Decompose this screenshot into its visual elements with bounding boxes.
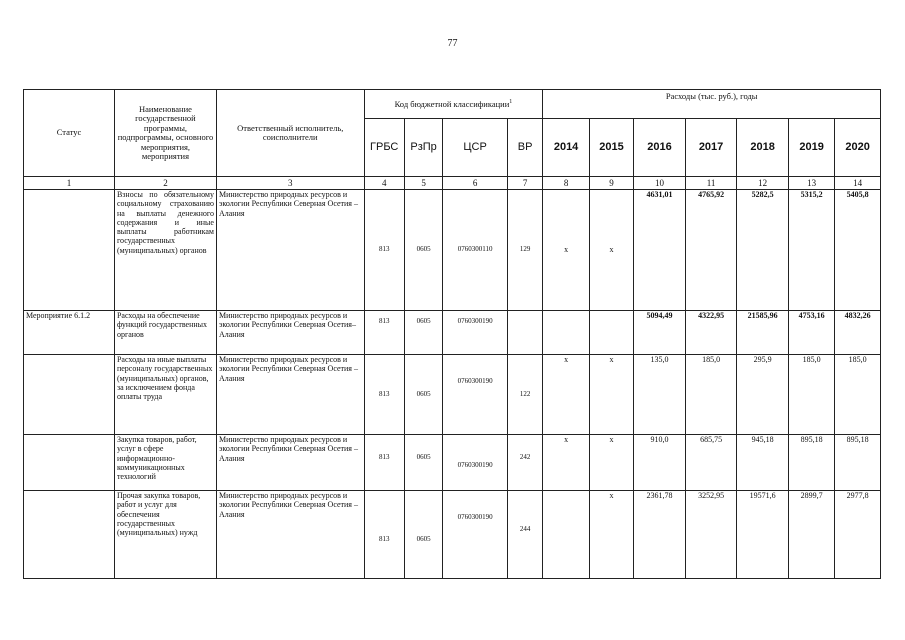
cell-2018: 21585,96: [737, 311, 789, 355]
cell-executor: Министерство природных ресурсов и экологии Республики Северная Осетия – Алания: [216, 190, 364, 311]
cell-name: Прочая закупка товаров, работ и услуг для обеспечения государственных (муниципальных) нужд: [114, 491, 216, 579]
cell-2014: х: [543, 355, 589, 435]
cell-csr: 0760300190: [443, 435, 508, 491]
cell-grbs: 813: [364, 355, 404, 435]
cell-2016: 910,0: [634, 435, 686, 491]
cell-grbs: 813: [364, 435, 404, 491]
cell-rzpr: 0605: [404, 311, 442, 355]
cell-name: Расходы на обеспечение функций государственных органов: [114, 311, 216, 355]
column-number: 6: [443, 177, 508, 190]
column-number: 4: [364, 177, 404, 190]
cell-2015: х: [589, 435, 633, 491]
cell-2019: 2899,7: [788, 491, 834, 579]
cell-rzpr: 0605: [404, 190, 442, 311]
column-number: 12: [737, 177, 789, 190]
column-number: 11: [685, 177, 737, 190]
cell-name: Расходы на иные выплаты персоналу государственных (муниципальных) органов, за исключением фонда оплаты труда: [114, 355, 216, 435]
cell-csr: 0760300110: [443, 190, 508, 311]
column-number: 14: [835, 177, 881, 190]
cell-status: [24, 491, 115, 579]
header-status: Статус: [24, 90, 115, 177]
header-budget-code: [364, 90, 543, 119]
column-number: 2: [114, 177, 216, 190]
header-csr: ЦСР: [443, 119, 508, 177]
cell-2014: [543, 311, 589, 355]
cell-2014: [543, 491, 589, 579]
cell-2018: 945,18: [737, 435, 789, 491]
header-expenses: Расходы (тыс. руб.), годы: [543, 90, 881, 119]
cell-2018: 5282,5: [737, 190, 789, 311]
cell-rzpr: 0605: [404, 435, 442, 491]
cell-2016: 5094,49: [634, 311, 686, 355]
header-year-2014: 2014: [543, 119, 589, 177]
header-name: Наименование государственной программы, подпрограммы, основного мероприятия, мероприятия: [114, 90, 216, 177]
cell-vr: 244: [507, 491, 542, 579]
column-number: 10: [634, 177, 686, 190]
cell-2020: 895,18: [835, 435, 881, 491]
cell-vr: 129: [507, 190, 542, 311]
cell-vr: 122: [507, 355, 542, 435]
cell-rzpr: 0605: [404, 491, 442, 579]
cell-2019: 4753,16: [788, 311, 834, 355]
page-number: 77: [447, 38, 458, 49]
cell-grbs: 813: [364, 190, 404, 311]
column-number: 8: [543, 177, 589, 190]
header-year-2019: 2019: [788, 119, 834, 177]
cell-2019: 895,18: [788, 435, 834, 491]
cell-csr: 0760300190: [443, 355, 508, 435]
header-executor: Ответственный исполнитель, соисполнители: [216, 90, 364, 177]
cell-2017: 4765,92: [685, 190, 737, 311]
cell-csr: 0760300190: [443, 311, 508, 355]
header-budget-code-text: Код бюджетной классификации: [394, 99, 510, 110]
budget-table: [23, 89, 881, 579]
cell-2018: 19571,6: [737, 491, 789, 579]
cell-2020: 5405,8: [835, 190, 881, 311]
column-number: 7: [507, 177, 542, 190]
cell-2017: 685,75: [685, 435, 737, 491]
cell-2014: х: [543, 435, 589, 491]
cell-2015: х: [589, 355, 633, 435]
cell-2016: 2361,78: [634, 491, 686, 579]
header-vr: ВР: [507, 119, 542, 177]
cell-2015: х: [589, 190, 633, 311]
header-year-2018: 2018: [737, 119, 789, 177]
table-row: [24, 190, 881, 311]
cell-executor: Министерство природных ресурсов и экологии Республики Северная Осетия – Алания: [216, 491, 364, 579]
table-row: [24, 311, 881, 355]
cell-vr: 242: [507, 435, 542, 491]
cell-csr: 0760300190: [443, 491, 508, 579]
header-year-2020: 2020: [835, 119, 881, 177]
cell-2019: 185,0: [788, 355, 834, 435]
cell-name: Закупка товаров, работ, услуг в сфере информационно-коммуникационных технологий: [114, 435, 216, 491]
cell-vr: [507, 311, 542, 355]
cell-2017: 185,0: [685, 355, 737, 435]
header-grbs: ГРБС: [364, 119, 404, 177]
column-number: 9: [589, 177, 633, 190]
cell-2016: 135,0: [634, 355, 686, 435]
cell-2020: 185,0: [835, 355, 881, 435]
column-number-row: [24, 177, 881, 190]
cell-2020: 2977,8: [835, 491, 881, 579]
table-row: [24, 435, 881, 491]
column-number: 1: [24, 177, 115, 190]
cell-2017: 4322,95: [685, 311, 737, 355]
column-number: 5: [404, 177, 442, 190]
cell-2020: 4832,26: [835, 311, 881, 355]
cell-name: Взносы по обязательному социальному страхованию на выплаты денежного содержания и иные выплаты работникам государственных (муниципальных) органов: [114, 190, 216, 311]
header-year-2015: 2015: [589, 119, 633, 177]
cell-2019: 5315,2: [788, 190, 834, 311]
column-number: 13: [788, 177, 834, 190]
cell-grbs: 813: [364, 311, 404, 355]
cell-executor: Министерство природных ресурсов и экологии Республики Северная Осетия – Алания: [216, 355, 364, 435]
cell-2015: х: [589, 491, 633, 579]
header-budget-code-sup: 1: [509, 99, 513, 106]
cell-2015: [589, 311, 633, 355]
cell-status: Мероприятие 6.1.2: [24, 311, 115, 355]
header-year-2016: 2016: [634, 119, 686, 177]
cell-2018: 295,9: [737, 355, 789, 435]
cell-executor: Министерство природных ресурсов и экологии Республики Северная Осетия–Алания: [216, 311, 364, 355]
header-rzpr: РзПр: [404, 119, 442, 177]
cell-rzpr: 0605: [404, 355, 442, 435]
cell-executor: Министерство природных ресурсов и экологии Республики Северная Осетия – Алания: [216, 435, 364, 491]
table-row: [24, 491, 881, 579]
cell-status: [24, 435, 115, 491]
cell-status: [24, 190, 115, 311]
cell-status: [24, 355, 115, 435]
header-year-2017: 2017: [685, 119, 737, 177]
cell-2014: х: [543, 190, 589, 311]
table-row: [24, 355, 881, 435]
column-number: 3: [216, 177, 364, 190]
cell-2017: 3252,95: [685, 491, 737, 579]
cell-grbs: 813: [364, 491, 404, 579]
cell-2016: 4631,01: [634, 190, 686, 311]
header-row-1: [24, 90, 881, 119]
